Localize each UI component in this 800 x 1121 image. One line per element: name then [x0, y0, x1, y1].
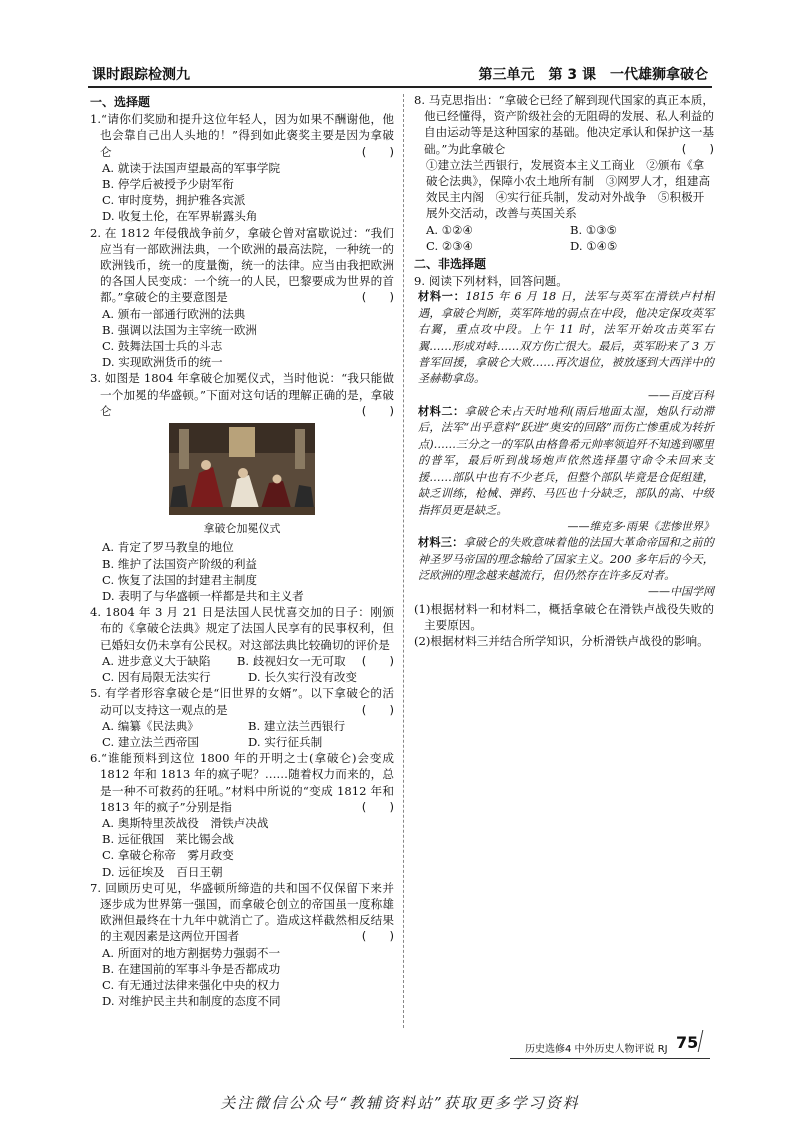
material-2-label: 材料二： [418, 405, 465, 419]
q9-subquestion-1: (1)根据材料一和材料二，概括拿破仑在滑铁卢战役失败的主要原因。 [414, 601, 714, 632]
q3-option-c[interactable]: C. 恢复了法国的封建君主制度 [102, 572, 257, 587]
footer-book-title: 历史选修4 中外历史人物评说 RJ [525, 1044, 668, 1055]
q7-option-a[interactable]: A. 所面对的地方割据势力强弱不一 [102, 945, 281, 960]
q8-numbered-items: ①建立法兰西银行，发展资本主义工商业 ②颁布《拿破仑法典》，保障小农土地所有制 ③网罗人才，组建高效民主内阁 ④实行征兵制，发动对外战争 ⑤积极开展外交活动，改善与英国关系 [426, 157, 711, 221]
question-5 [90, 685, 394, 750]
q8-answer-bracket[interactable]: ( ) [681, 141, 714, 156]
section-choice-heading: 一、选择题 [90, 95, 151, 109]
material-3-source: ——中国学网 [648, 585, 714, 599]
q6-stem: 6.“谁能预料到这位 1800 年的开明之士(拿破仑)会变成 1812 年和 1813 年的疯子呢？……随着权力而来的，总是一种不可救药的狂吼。”材料中所说的“变成 1812 年和 1813 年的疯子”分别是指 [90, 751, 394, 814]
q6-answer-bracket[interactable]: ( ) [361, 799, 394, 814]
footer-rule [510, 1058, 710, 1059]
q2-stem: 2. 在 1812 年侵俄战争前夕，拿破仑曾对富歇说过：“我们应当有一部欧洲法典，一个欧洲的最高法院，一种统一的欧洲钱币，统一的度量衡，统一的法律。应当由我把欧洲的各国人民变成：一个统一的人民，巴黎要成为世界的首都。”拿破仑的主要意图是 [90, 225, 394, 305]
q6-option-c[interactable]: C. 拿破仑称帝 雾月政变 [102, 848, 234, 863]
q4-option-c[interactable]: C. 因有局限无法实行 [102, 670, 211, 685]
left-column [90, 92, 394, 1009]
material-3-text: 拿破仑的失败意味着他的法国大革命帝国和之前的神圣罗马帝国的理念输给了国家主义。200 多年后的今天，泛欧洲的理念越来越流行，但仍然存在许多反对者。 [418, 536, 714, 582]
q1-answer-bracket[interactable]: ( ) [361, 144, 394, 159]
material-1-source: ——百度百科 [648, 388, 714, 402]
q1-option-c[interactable]: C. 审时度势，拥护雅各宾派 [102, 193, 246, 208]
q2-option-c[interactable]: C. 鼓舞法国士兵的斗志 [102, 339, 223, 354]
q9-subquestion-2: (2)根据材料三并结合所学知识，分析滑铁卢战役的影响。 [414, 633, 709, 648]
q5-option-a[interactable]: A. 编纂《民法典》 [102, 718, 199, 733]
q4-option-b[interactable]: B. 歧视妇女一无可取 [236, 653, 346, 668]
q5-option-d[interactable]: D. 实行征兵制 [248, 734, 323, 749]
q3-answer-bracket[interactable]: ( ) [361, 403, 394, 418]
coronation-figure [90, 423, 394, 537]
q7-option-b[interactable]: B. 在建国前的军事斗争是否都成功 [102, 961, 281, 976]
material-2-source: ——维克多·雨果《悲惨世界》 [567, 519, 714, 533]
question-3 [90, 370, 394, 604]
q8-option-a[interactable]: A. ①②④ [426, 222, 473, 237]
watermark-text: 关注微信公众号“教辅资料站”获取更多学习资料 [220, 1094, 580, 1112]
q7-option-c[interactable]: C. 有无通过法律来强化中央的权力 [102, 977, 281, 992]
footer-slash [698, 1030, 704, 1052]
q8-option-b[interactable]: B. ①③⑤ [570, 222, 618, 237]
q6-option-b[interactable]: B. 远征俄国 莱比锡会战 [102, 832, 234, 847]
q9-stem: 9. 阅读下列材料，回答问题。 [414, 274, 568, 289]
header-left-title: 课时跟踪检测九 [92, 67, 190, 83]
question-6 [90, 750, 394, 880]
q2-option-d[interactable]: D. 实现欧洲货币的统一 [102, 355, 223, 370]
q1-option-b[interactable]: B. 停学后被授予少尉军衔 [102, 177, 234, 192]
question-9 [414, 273, 714, 649]
q3-option-b[interactable]: B. 维护了法国资产阶级的利益 [102, 556, 258, 571]
question-7 [90, 880, 394, 1010]
q5-option-b[interactable]: B. 建立法兰西银行 [248, 718, 346, 733]
q6-option-a[interactable]: A. 奥斯特里茨战役 滑铁卢决战 [102, 815, 269, 830]
material-1-text: 1815 年 6 月 18 日，法军与英军在滑铁卢村相遇，拿破仑判断，英军阵地的弱点在中段，他决定保攻英军右翼，重点攻中段。上午 11 时，法军开始攻击英军右翼……形成对峙……双方伤亡很大。最后，英军盼来了 3 万普军回援，拿破仑大败……再次退位，被放逐到大西洋中的圣赫勒拿岛。 [418, 290, 714, 386]
q1-stem: 1.“请你们奖励和提升这位年轻人，因为如果不酬谢他，他也会靠自己出人头地的！”得到如此褒奖主要是因为拿破仑 [90, 112, 394, 159]
material-2-text: 拿破仑未占天时地利(雨后地面太湿，炮队行动滞后，法军“出乎意料”跃进“奥安的回路”而伤亡惨重成为转折点)……三分之一的军队由格鲁希元帅率领追歼不知逃到哪里的普军，最后听到战场炮声依然选择墨守命令未回来支援……部队中也有不少老兵，但整个部队毕竟是仓促组建，缺乏训练，枪械、弹药、马匹也十分缺乏，部队的高、中级指挥员更是缺乏。 [418, 405, 714, 517]
q2-option-a[interactable]: A. 颁布一部通行欧洲的法典 [102, 306, 246, 321]
coronation-painting [169, 423, 315, 515]
column-divider [403, 94, 404, 1028]
q7-option-d[interactable]: D. 对维护民主共和制度的态度不同 [102, 994, 281, 1009]
q3-option-a[interactable]: A. 肯定了罗马教皇的地位 [102, 540, 234, 555]
material-3 [414, 535, 714, 584]
q4-stem: 4. 1804 年 3 月 21 日是法国人民忧喜交加的日子：刚颁布的《拿破仑法典》规定了法国人民享有的民事权利，但已婚妇女仍未享有公民权。对这部法典比较确切的评价是 [90, 605, 394, 652]
q7-answer-bracket[interactable]: ( ) [361, 929, 394, 944]
q3-option-d[interactable]: D. 表明了与华盛顿一样都是共和主义者 [102, 589, 304, 604]
q5-answer-bracket[interactable]: ( ) [361, 702, 394, 717]
q5-option-c[interactable]: C. 建立法兰西帝国 [102, 734, 199, 749]
question-4 [90, 604, 394, 685]
section-nonchoice-heading: 二、非选择题 [414, 257, 487, 272]
q4-option-a[interactable]: A. 进步意义大于缺陷 [102, 653, 211, 668]
material-1-label: 材料一： [418, 290, 466, 304]
material-3-label: 材料三： [418, 536, 464, 550]
q2-option-b[interactable]: B. 强调以法国为主宰统一欧洲 [102, 322, 258, 337]
question-1 [90, 111, 394, 224]
q2-answer-bracket[interactable]: ( ) [361, 290, 394, 305]
header-right-title: 第三单元 第 3 课 一代雄狮拿破仑 [478, 67, 708, 83]
material-2 [414, 404, 714, 519]
q4-option-d[interactable]: D. 长久实行没有改变 [248, 670, 358, 685]
page-number: 75 [676, 1033, 699, 1052]
q4-answer-bracket[interactable]: ( ) [361, 653, 394, 668]
material-1 [414, 289, 714, 387]
q6-option-d[interactable]: D. 远征埃及 百日王朝 [102, 864, 223, 879]
q5-stem: 5. 有学者形容拿破仑是“旧世界的女婿”。以下拿破仑的活动可以支持这一观点的是 [90, 686, 394, 717]
q8-option-c[interactable]: C. ②③④ [426, 238, 474, 253]
q8-option-d[interactable]: D. ①④⑤ [570, 238, 618, 253]
right-column [414, 92, 714, 649]
q7-stem: 7. 回顾历史可见，华盛顿所缔造的共和国不仅保留下来并逐步成为世界第一强国，而拿破仑创立的帝国虽一度称雄欧洲但最终在十九年中就消亡了。造成这样截然相反结果的主观因素是这两位开国者 [90, 880, 394, 944]
q1-option-d[interactable]: D. 收复土伦，在军界崭露头角 [102, 209, 258, 224]
figure-caption: 拿破仑加冕仪式 [203, 522, 281, 536]
q3-stem: 3. 如图是 1804 年拿破仑加冕仪式，当时他说：“我只能做一个加冕的华盛顿。”下面对这句话的理解正确的是，拿破仑 [90, 371, 394, 418]
question-2 [90, 225, 394, 371]
question-8 [414, 92, 714, 254]
q8-stem: 8. 马克思指出：“拿破仑已经了解到现代国家的真正本质，他已经懂得，资产阶级社会的无阻碍的发展、私人利益的自由运动等是这种国家的基础。他决定承认和保护这一基础。”为此拿破仑 [414, 93, 714, 156]
q1-option-a[interactable]: A. 就读于法国声望最高的军事学院 [102, 160, 281, 175]
header-rule [88, 86, 712, 88]
